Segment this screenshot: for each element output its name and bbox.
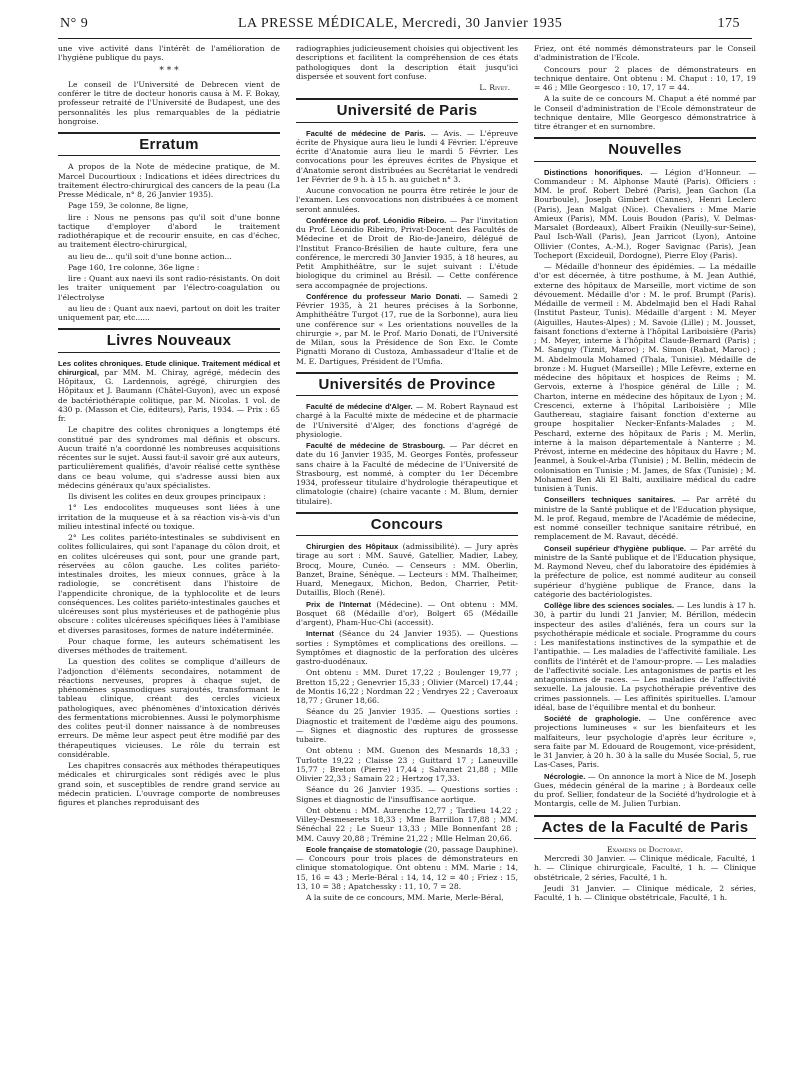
province-heading: Universités de Province: [318, 375, 496, 393]
news-item: [296, 668, 518, 705]
news-item-text: — Par arrêté du ministre de la Santé publique et de l'Education physique, M. le prof. Regaud, membre de l'Académie de médecine, est nommé conseiller technique sanitaire rétribué, en remplacement de M. Ravaut, décédé.: [534, 495, 756, 542]
news-item-text: Ont obtenu : MM. Aurenche 12,77 ; Tardieu 14,22 ; Villey-Desmeserets 18,33 ; Mme Barrillon 17,88 ; MM. Sénéchal 22 ; Le Sueur 13,33 ; Mlle Bonnenfant 28 ; MM. Cauvy 20,88 ; Trémine 21,22 ; Mlle Helman 20,66.: [296, 805, 518, 843]
review-para: Ils divisent les colites en deux groupes principaux :: [68, 492, 266, 501]
news-item-title: Conseillers techniques sanitaires.: [544, 495, 676, 505]
review-para: 1° Les endocolites muqueuses sont liées à une irritation de la muqueuse et à sa réaction vis-à-vis d'un milieu intestinal infecté ou toxique.: [58, 503, 280, 531]
review-para: La question des colites se complique d'ailleurs de l'adjonction d'éléments secondaires, notamment de réactions nerveuses, propres à chaque sujet, de phénomènes spasmodiques surajoutés, transformant le tableau clinique, créant des cercles vicieux pathologiques, avec phénomènes d'intoxication dérivés des fermentations microbiennes. Aussi le polymorphisme des colites peut-il donner naissance à de nombreuses erreurs. De même leur aspect peut être modifié par des thérapeutiques vicieuses. Le rôle du terrain est considérable.: [58, 657, 280, 759]
news-item-text: Ont obtenu : MM. Duret 17,22 ; Boulenger 19,77 ; Bretton 15,22 ; Genevrier 15,33 ; Olivier (Marcel) 17,44 ; de Montis 16,22 ; Nordman 22 ; Vendryes 22 ; Caveroaux 18,77 ; Gruner 18,66.: [296, 668, 518, 705]
nouvelles-heading: Nouvelles: [608, 141, 682, 159]
review-signature: L. Rivet.: [479, 83, 510, 92]
section-rule: [58, 132, 280, 134]
erratum-para: lire : Nous ne pensons pas qu'il soit d'une bonne tactique d'employer d'abord le traitement radiothérapique et de recourir ensuite, en cas d'échec, au traitement électro-chirurgical,: [58, 212, 280, 250]
news-item: [296, 402, 518, 439]
erratum-body: [58, 162, 280, 322]
column-1: [58, 44, 280, 1074]
news-item: [296, 292, 518, 366]
erratum-heading: Erratum: [139, 136, 199, 153]
news-item: [296, 600, 518, 628]
section-rule: [296, 98, 518, 100]
debrecen-news: Le conseil de l'Université de Debrecen vient de conférer le titre de docteur honoris causa à M. F. Bokay, professeur retraité de l'Université de Budapest, une des personnalités les plus remarquables de la pédiatrie hongroise.: [58, 79, 280, 126]
news-item: [534, 601, 756, 712]
news-item-text: — Légion d'Honneur. — Commandeur : M. Alphonse Mauté (Paris). Officiers : MM. le prof. Robert Debré (Paris), Jean Gachon (La Bourboule), Joseph Gimbert (Cannes), Henri Leclerc (Paris), Jean Malgat (Nice). Chevaliers : Mme Marie Amieux (Paris), MM. Louis Boudon (Paris), V. Delmas-Marsalet (Bordeaux), Albert Fraikin (Neuilly-sur-Seine), Paul Isch-Wall (Paris), Jean Jarricot (Lyon), Antoine Ollivier (Contes, A.-M.), Roger Savignac (Paris), Jean Tocheport (Excideuil, Dordogne), Pierre Eloy (Paris).: [534, 167, 756, 260]
concours-heading: Concours: [370, 515, 444, 533]
news-item-text: — Par arrêté du ministre de la Santé publique et de l'Education physique, M. Raymond Neveu, chef du laboratoire des épidémies à la préfecture de police, est nommé auditeur au conseil supérieur d'hygiène publique de France, dans la catégorie des bactériologistes.: [534, 543, 756, 599]
news-item: [296, 893, 518, 902]
news-item: [296, 542, 518, 598]
news-item-title: Chirurgien des Hôpitaux: [306, 542, 399, 551]
news-item-title: Collège libre des sciences sociales.: [544, 601, 675, 610]
erratum-para: A propos de la Note de médecine pratique, de M. Marcel Ducourtioux : Indications et idées directrices du traitement électro-chirurgical des cancers de la peau (La Presse Médicale, n° 8, 26 Janvier 1935).: [58, 162, 280, 199]
book-reference: par MM. M. Chiray, agrégé, médecin des Hôpitaux, G. Lardennois, agrégé, chirurgien des Hôpitaux et J. Baumann (Châtel-Guyon), avec un exposé de bactériothérapie colitique, par M. Nicolas. 1 vol. de 430 p. (Masson et Cie, éditeurs), Paris, 1934. — Prix : 65 fr.: [58, 367, 280, 423]
news-item: [296, 746, 518, 783]
concours-continuation: A la suite de ce concours M. Chaput a été nommé par le Conseil d'administration de l'Ecole démonstrateur de technique dentaire, Mlle Georgesco démonstratrice à titre étranger et en surnombre.: [534, 94, 756, 131]
section-rule: [58, 155, 280, 156]
news-item-title: Faculté de médecine de Strasbourg.: [306, 441, 446, 450]
section-rule: [534, 838, 756, 839]
column-3: [534, 44, 756, 1074]
news-item-text: — Les lundis à 17 h. 30, à partir du lundi 21 Janvier, M. Bérillon, médecin inspecteur des asiles d'aliénés, fera un cours sur la psychothérapie médicale et sociale. Programme du cours : Les manifestations instinctives de la sympathie et de l'antipathie. — Les maladies de l'affectivité familiale. Les conflits de l'intérêt et de l'amour-propre. — Les maladies de l'affectivité sociale. Les antagonismes de partis et les antagonismes de races. — Les maladies de l'affectivité sexuelle. La jalousie. La psychothérapie préventive des crimes passionnels. — Les affinités spirituelles. L'amour idéal, base de l'équilibre mental et du bonheur.: [534, 601, 756, 712]
publication-title: LA PRESSE MÉDICALE, Mercredi, 30 Janvier 1935: [238, 16, 563, 31]
page-number: 175: [717, 16, 740, 31]
news-item: [534, 772, 756, 809]
section-rule: [296, 122, 518, 123]
section-rule: [296, 395, 518, 396]
news-item-text: Ont obtenu : MM. Guenon des Mesnards 18,33 ; Turlotte 19,22 ; Claisse 23 ; Guittard 17 ; Laneuville 15,77 ; Breton (Pierre) 17,44 ; Salvanet 21,88 ; Mlle Olivier 22,33 ; Samain 22 ; Hertzog 17,33.: [296, 746, 518, 783]
erratum-para: Page 160, 1re colonne, 36e ligne :: [68, 262, 200, 272]
section-rule: [58, 328, 280, 330]
review-para: Pour chaque forme, les auteurs schématisent les diverses méthodes de traitement.: [58, 636, 280, 655]
province-items: [296, 402, 518, 506]
news-item: [534, 544, 756, 600]
news-item-text: — Médaille d'honneur des épidémies. — La médaille d'or est décernée, à titre posthume, à M. Jean Authié, externe des hôpitaux de Marseille, mort victime de son dévouement. Médaille d'or : M. le prof. Brumpt (Paris). Médaille de vermeil : M. Abdelmajid ben el Hadi Rahal (Institut Pasteur, Tunis). Médaille d'argent : M. Meyer (Aiguilles, Hautes-Alpes) ; M. Savoie (Lille) ; M. Jousset, faisant fonctions d'externe à l'hôpital Lariboisière (Paris) ; M. Meyer, interne à l'hôpital Claude-Bernard (Paris) ; M. Sanguy (Tiznit, Maroc) ; M. Simon (Rabat, Maroc) ; M. Abdelmoula Mohamed (Thala, Tunisie). Médaille de bronze : M. Huguet (Marseille) ; Mlle Lefèvre, externe en médecine des hôpitaux et hospices de Reims ; M. Gervois, externe à l'hospice général de Lille ; M. Charton, interne en médecine des hôpitaux de Lyon ; M. Crescenci, externe à l'hôpital Lariboisière ; Mlle Gauthereau, stagiaire faisant fonction d'externe au groupe hospitalier Necker-Enfants-Malades ; M. Peschard, externe des hôpitaux de Paris ; M. Merlin, interne à la maison départementale à Nanterre ; M. Prévost, interne en médecine des hôpitaux du Havre ; M. Jeanmel, à Souk-el-Arba (Tunisie) ; M. Bellin, médecin de colonisation en Tunisie ; M. James, de Sfax (Tunisie) ; M. Mohamed Ben Ali El Balti, auxiliaire médical du cadre tunisien à Tunis.: [534, 262, 756, 493]
section-rule: [534, 161, 756, 162]
issue-number: N° 9: [60, 16, 89, 31]
erratum-para: lire : Quant aux naevi ils sont radio-résistants. On doit les traiter uniquement par l'électro-coagulation ou l'électrolyse: [58, 274, 280, 302]
news-item: [296, 629, 518, 666]
section-rule: [296, 372, 518, 374]
erratum-para: Page 159, 3e colonne, 8e ligne,: [68, 201, 189, 211]
news-item-title: Nécrologie.: [544, 771, 586, 781]
column-2: [296, 44, 518, 1074]
news-item-title: Faculté de médecine d'Alger.: [306, 402, 413, 411]
news-item-title: Conseil supérieur d'hygiène publique.: [544, 543, 686, 553]
news-item-text: Séance du 26 Janvier 1935. — Questions sorties : Signes et diagnostic de l'insuffisance aortique.: [296, 785, 518, 804]
news-item-text: — Avis. — L'épreuve écrite de Physique aura lieu le lundi 4 Février. L'épreuve écrite d'Anatomie aura lieu le mardi 5 Février. Les convocations pour les épreuves écrites de Physique et d'Anatomie seront distribuées au Secrétariat le vendredi 1er Février de 9 h. à 15 h. au guichet n° 3.: [296, 128, 518, 184]
concours-items: [296, 542, 518, 902]
news-item-text: (Séance du 24 Janvier 1935). — Questions sorties : Symptômes et complications des oreillons. — Symptômes et diagnostic de la perforation des ulcères gastro-duodénaux.: [296, 629, 518, 666]
news-item: [296, 186, 518, 214]
actes-item: Mercredi 30 Janvier. — Clinique médicale, Faculté, 1 h. — Clinique chirurgicale, Faculté, 1 h. — Clinique obstétricale, 2 séries, Faculté, 1 h.: [534, 854, 756, 882]
erratum-para: au lieu de : Quant aux naevi, partout on doit les traiter uniquement par, etc......: [58, 303, 280, 322]
news-item-title: Société de graphologie.: [544, 714, 641, 723]
news-item: [296, 806, 518, 843]
news-item-text: Séance du 25 Janvier 1935. — Questions sorties : Diagnostic et traitement de l'œdème aigu des poumons. — Signes et diagnostic des ruptures de grossesse tubaire.: [296, 707, 518, 744]
news-item-text: — Samedi 2 Février 1935, à 21 heures précises à la Sorbonne, Amphithéâtre Turgot (17, rue de la Sorbonne), aura lieu une conférence sur « Les orientations nouvelles de la chirurgie », par M. le Prof. Mario Donati, de l'Université de Milan, sous la Présidence de Son Exc. le Comte Pignatti Morano di Custoza, Ambassadeur d'Italie et de M. E. Dartigues, Président de l'Umfia.: [296, 291, 518, 366]
paris-items: [296, 129, 518, 366]
news-item-title: Ecole française de stomatologie: [306, 844, 423, 854]
actes-heading: Actes de la Faculté de Paris: [541, 818, 749, 836]
book-title: Les colites chroniques. Etude clinique. Traitement médical et chirurgical,: [58, 358, 280, 377]
page-header: [50, 12, 750, 38]
news-item: [296, 785, 518, 804]
news-item-text: (admissibilité). — Jury après tirage au sort : MM. Sauvé, Gatellier, Madier, Labey, Brocq, Moure, Cunéo. — Censeurs : MM. Oberlin, Banzet, Braine, Sénèque. — Lecteurs : MM. Thalheimer, Huard, Menegaux, Michon, Bedon, Charrier, Petit-Dutaillis, Bloch (René).: [296, 542, 518, 598]
news-item-text: — Par l'invitation du Prof. Léonidio Ribeiro, Privat-Docent des Facultés de Médecine et de Droit de Rio-de-Janeiro, délégué de l'Institut Franco-Brésilien de haute culture, fera une conférence, le mercredi 30 Janvier 1935, à 18 heures, au Petit Amphithéâtre, sur le sujet suivant : L'étude biologique du criminel au Brésil. — Cette conférence sera accompagnée de projections.: [296, 215, 518, 290]
news-item-text: — M. Robert Raynaud est chargé à la Faculté mixte de médecine et de pharmacie de l'Université d'Alger, des fonctions d'agrégé de physiologie.: [296, 402, 518, 439]
news-item-text: — Une conférence avec projections lumineuses « sur les bienfaiteurs et les malfaiteurs, leur psychologie d'après leur écriture », sera faite par M. Edouard de Rougemont, vice-président, le 31 Janvier, à 20 h. 30 à la salle du Musée Social, 5, rue Las-Cases, Paris.: [534, 714, 756, 770]
news-item: [296, 441, 518, 506]
news-item: [296, 129, 518, 185]
news-item-title: Distinctions honorifiques.: [544, 167, 643, 177]
news-item-text: A la suite de ce concours, MM. Marie, Merle-Béral,: [306, 893, 504, 902]
actes-item: Jeudi 31 Janvier. — Clinique médicale, 2 séries, Faculté, 1 h. — Clinique obstétricale, Faculté, 1 h.: [534, 883, 756, 902]
review-para: 2° Les colites pariéto-intestinales se subdivisent en colites folliculaires, qui sont l'apanage du côlon droit, et en colites ulcéreuses qui sont, pour une grande part, réservées au côlon gauche. Les colites pariéto-intestinales droites, les mieux connues, grâce à la radiologie, se concrétisent dans l'histoire de l'appendicite chronique, de la typhlocolite et de leurs conséquences. Les colites pariéto-intestinales gauches et ulcéreuses sont plus mystérieuses et de pathogénie plus obscure : colites ulcéreuses spécifiques liées à l'amibiase et diverses parasitoses, formes de nature indéterminée.: [58, 533, 280, 635]
review-para: Les chapitres consacrés aux méthodes thérapeutiques médicales et chirurgicales sont rédigés avec le plus grand soin, et susceptibles de rendre grand service au médecin praticien. L'ouvrage comporte de nombreuses figures et planches reproduisant des: [58, 761, 280, 807]
news-item-text: Aucune convocation ne pourra être retirée le jour de l'examen. Les convocations non distribuées à ce moment seront annulées.: [296, 186, 518, 214]
paris-heading: Université de Paris: [336, 102, 478, 120]
news-item: [296, 845, 518, 891]
intro-text: une vive activité dans l'intérêt de l'amélioration de l'hygiène publique du pays.: [58, 44, 280, 63]
concours-continuation: Concours pour 2 places de démonstrateurs en technique dentaire. Ont obtenu : M. Chaput : 10, 17, 19 = 46 ; Mlle Georgesco : 10, 17, 17 = 44.: [534, 64, 756, 92]
section-rule: [296, 512, 518, 514]
concours-continuation: Friez, ont été nommés démonstrateurs par le Conseil d'administration de l'Ecole.: [534, 44, 756, 63]
nouvelles-items: [534, 168, 756, 809]
header-rule: [58, 38, 752, 39]
news-item-title: Faculté de médecine de Paris.: [306, 128, 426, 138]
news-item-title: Conférence du prof. Léonidio Ribeiro.: [306, 215, 447, 225]
news-item-text: — Par décret en date du 16 Janvier 1935, M. Georges Fontès, professeur sans chaire à la Faculté de médecine de l'Université de Strasbourg, est nommé, à compter du 1er Décembre 1934, professeur titulaire d'hydrologie thérapeutique et climatologie (chaire) (chaire vacante : M. Blum, dernier titulaire).: [296, 441, 518, 506]
actes-subheading: Examens de Doctorat.: [607, 844, 683, 854]
section-rule: [58, 352, 280, 353]
news-item: [534, 168, 756, 261]
review-continuation: radiographies judicieusement choisies qui objectivent les descriptions et facilitent la compréhension de ces états pathologiques dont la description était jusqu'ici dispersée et souvent fort confuse.: [296, 44, 518, 81]
news-item: [534, 262, 756, 493]
news-item-title: Conférence du professeur Mario Donati.: [306, 291, 462, 301]
news-item-text: (20, passage Dauphine). — Concours pour trois places de démonstrateurs en clinique stomatologique. Ont obtenu : MM. Marie : 14, 15, 16 = 43 ; Merle-Béral : 14, 14, 12 = 40 ; Friez : 15, 13, 10 = 38 ; Apatchessky : 11, 10, 7 = 28.: [296, 844, 518, 891]
livres-heading: Livres Nouveaux: [106, 332, 232, 350]
section-rule: [534, 815, 756, 817]
news-item: [296, 216, 518, 290]
separator-stars: * * *: [159, 65, 179, 76]
news-item-text: (Médecine). — Ont obtenu : MM. Bosquet 68 (Médaille d'or), Bolgert 65 (Médaille d'argent), Pham-Huc-Chi (accessit).: [296, 599, 518, 627]
news-item-title: Internat: [306, 629, 334, 639]
news-item: [534, 714, 756, 770]
erratum-para: au lieu de... qu'il soit d'une bonne action...: [68, 251, 232, 261]
section-rule: [296, 535, 518, 536]
news-item: [534, 495, 756, 541]
news-item-title: Prix de l'Internat: [306, 599, 372, 609]
news-item: [296, 707, 518, 744]
section-rule: [534, 137, 756, 139]
review-para: Le chapitre des colites chroniques a longtemps été constitué par des syndromes mal définis et obscurs. Aucun traité n'a coordonné les nombreuses acquisitions récentes sur le sujet. Aussi faut-il savoir gré aux auteurs, particulièrement qualifiés, d'avoir réalisé cette synthèse dans ce beau volume, qui s'adresse aussi bien aux médecins généraux qu'aux spécialistes.: [58, 425, 280, 490]
book-entry: [58, 359, 280, 424]
news-item-text: — On annonce la mort à Nice de M. Joseph Gues, médecin général de la marine ; à Bordeaux celle du prof. Sellier, fondateur de la Société d'hydrologie et à Montargis, celle de M. Julien Turbian.: [534, 771, 756, 809]
